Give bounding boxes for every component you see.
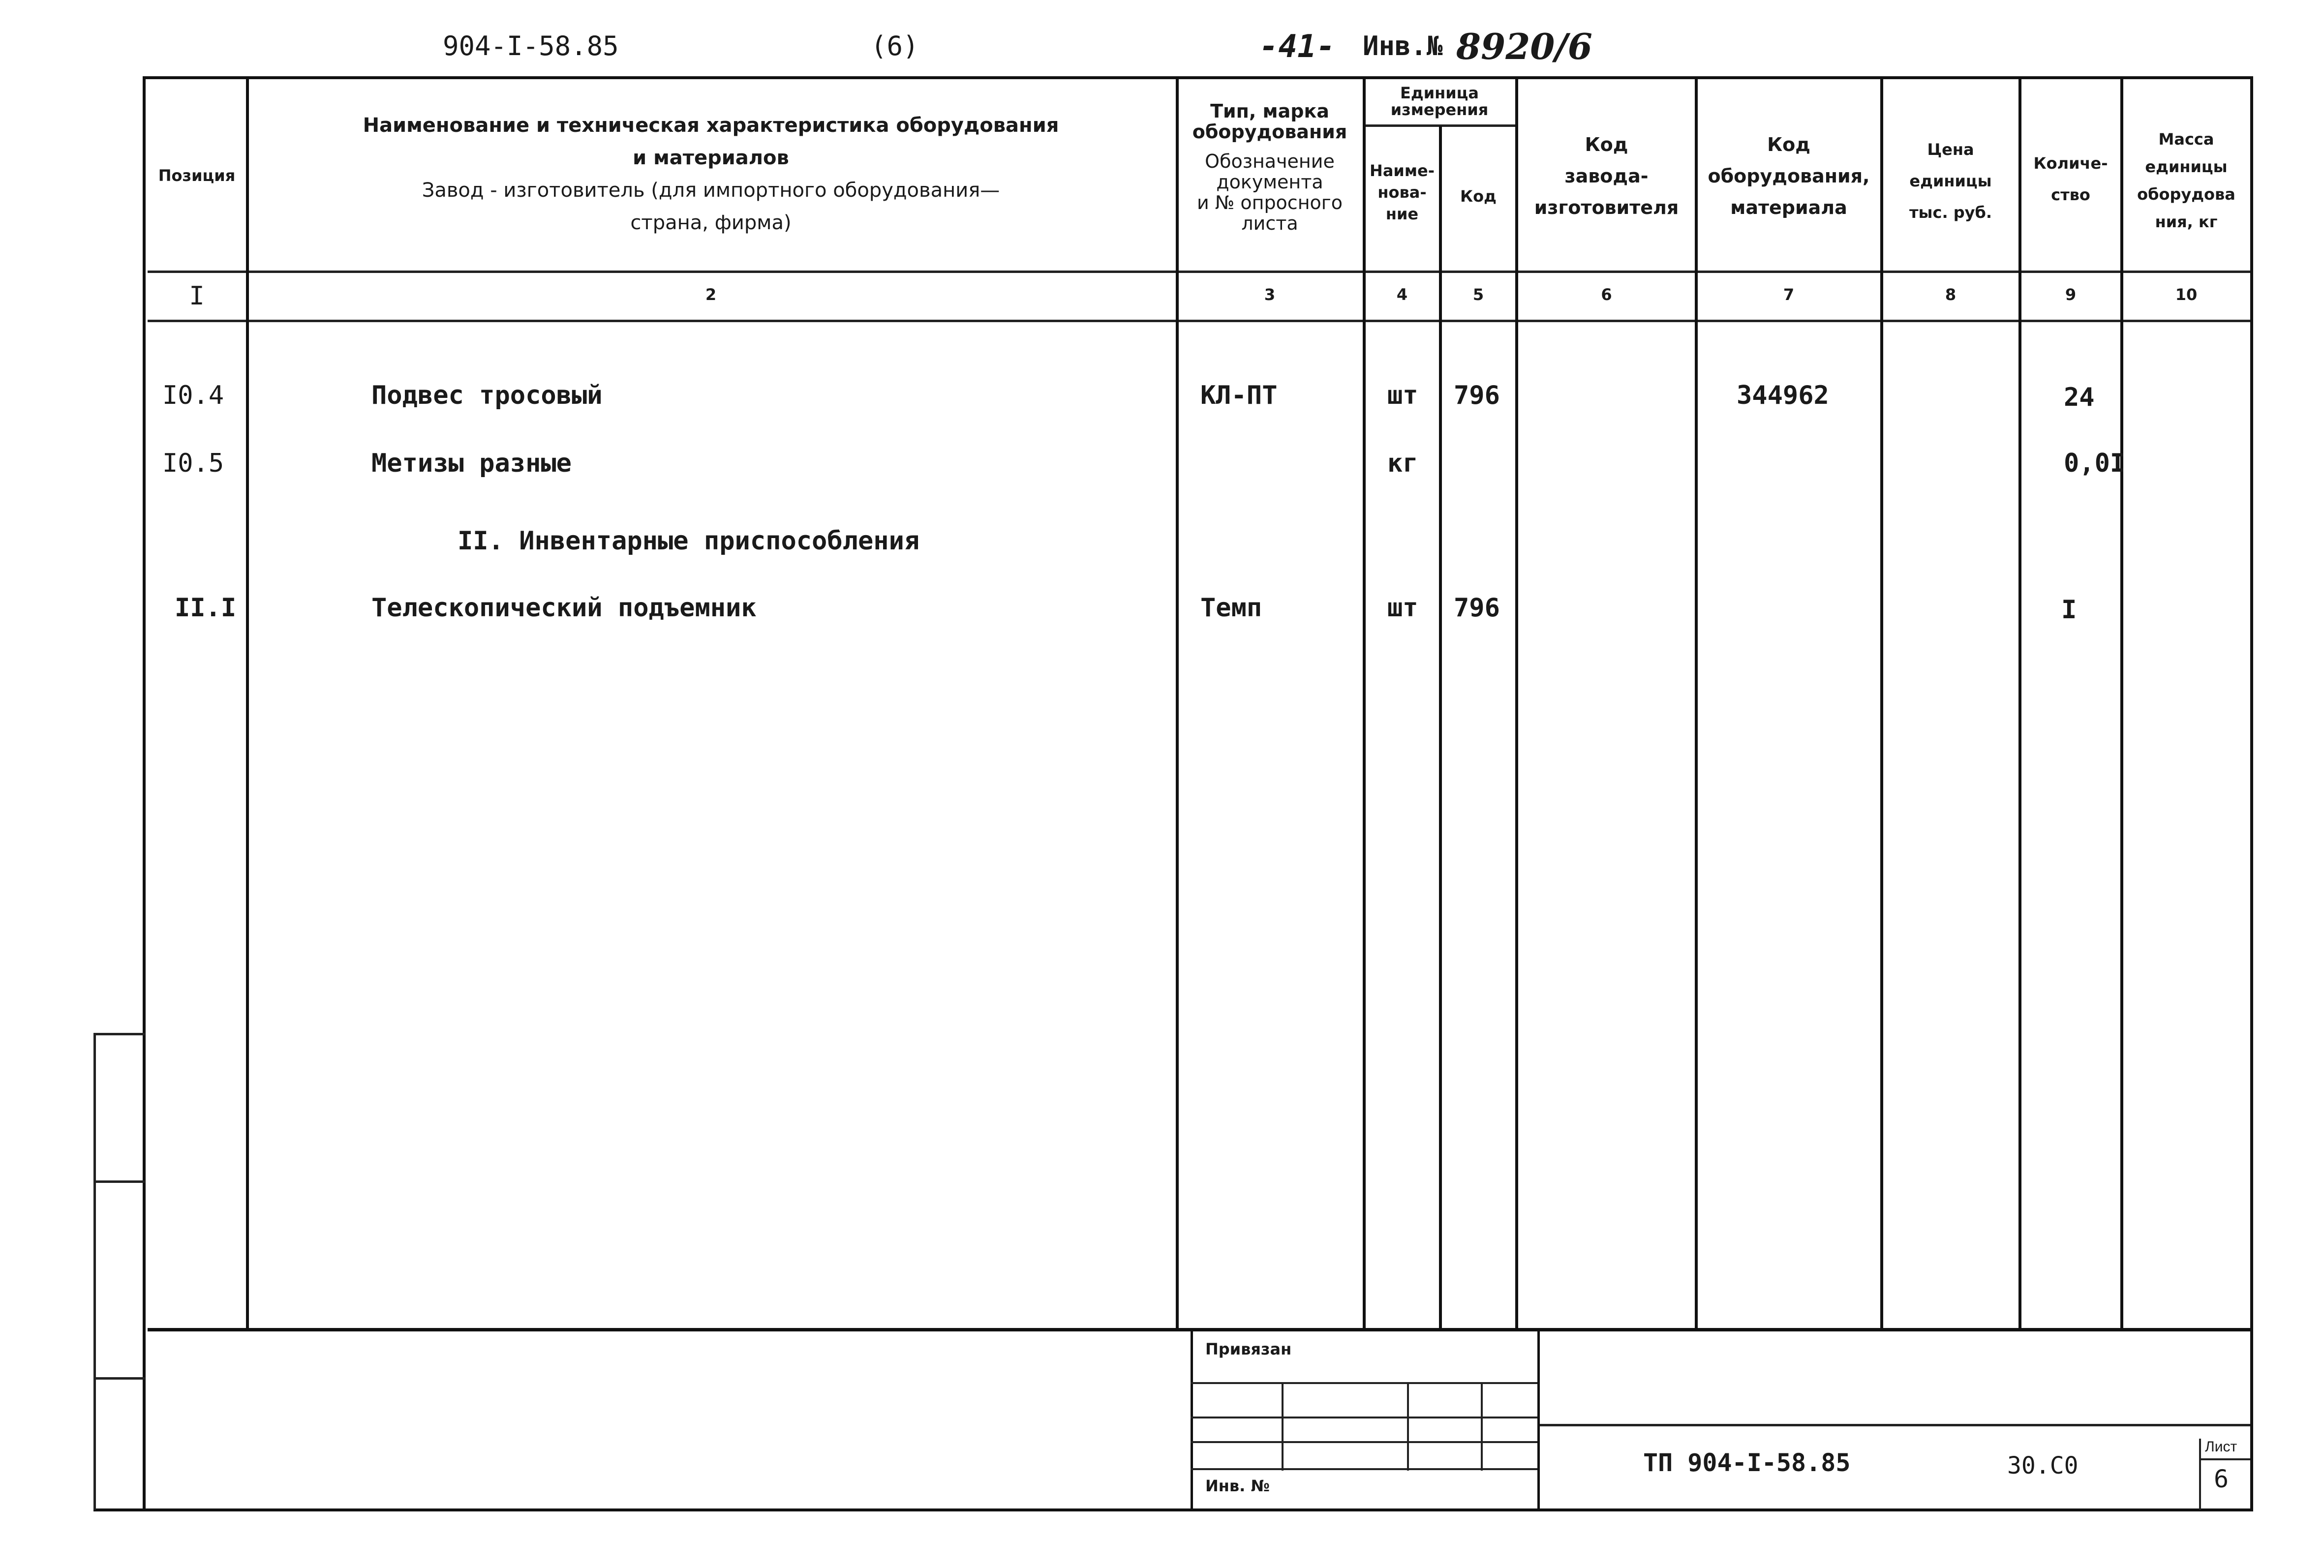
header-type <box>1180 101 1360 234</box>
section-title: II. Инвентарные приспособления <box>458 526 920 556</box>
header-name-description <box>251 109 1171 239</box>
header-name-line3: Завод - изготовитель (для импортного оборудования— <box>422 179 1000 202</box>
stamp-rule-4 <box>1191 1468 1537 1470</box>
margin-box-mid <box>93 1180 145 1183</box>
header-unit-line1: Единица <box>1400 84 1479 102</box>
stamp-sub-sep-2 <box>1407 1382 1409 1471</box>
header-manufacturer-code-line2: завода- <box>1564 165 1649 187</box>
row-3-position: II.I <box>175 593 237 623</box>
column-number-bottom-rule <box>148 320 2250 322</box>
col-sep-9 <box>2120 79 2123 1330</box>
header-manufacturer-code-line1: Код <box>1585 134 1628 155</box>
header-quantity-line2: ство <box>2051 185 2090 204</box>
frame-left <box>143 76 146 1511</box>
header-unit-name-line3: ние <box>1385 205 1419 223</box>
header-unit-code: Код <box>1460 187 1497 206</box>
stamp-sub-sep-3 <box>1481 1382 1483 1471</box>
header-unit-name <box>1366 160 1438 225</box>
stamp-rule-3 <box>1191 1441 1537 1443</box>
row-1-name: Подвес тросовый <box>371 381 603 410</box>
header-unit-mass-line1: Масса <box>2158 130 2214 149</box>
margin-box-left <box>93 1033 96 1510</box>
inventory-label: Инв.№ <box>1363 30 1443 61</box>
document-code: 904-I-58.85 <box>443 30 619 61</box>
header-unit-line2: измерения <box>1390 100 1489 119</box>
header-unit-mass <box>2123 125 2249 236</box>
colnum-8: 8 <box>1945 285 1957 304</box>
col-sep-6 <box>1695 79 1698 1330</box>
col-sep-4 <box>1439 126 1442 1331</box>
sheet-box-left <box>2199 1439 2201 1510</box>
stamp-box-left <box>1191 1328 1193 1510</box>
header-unit-group <box>1366 85 1513 118</box>
inv-no-label: Инв. № <box>1205 1477 1270 1495</box>
row-2-quantity: 0,0I <box>2064 449 2126 478</box>
row-3-name: Телескопический подъемник <box>371 593 757 623</box>
header-quantity <box>2022 148 2119 211</box>
row-1-unit-code: 796 <box>1454 381 1500 410</box>
header-equipment-code-line3: материала <box>1730 197 1847 218</box>
header-position: Позиция <box>158 166 236 185</box>
frame-top <box>143 76 2253 79</box>
col-sep-7 <box>1880 79 1883 1330</box>
header-manufacturer-code-line3: изготовителя <box>1534 197 1679 218</box>
stamp-rule-1 <box>1191 1382 1537 1384</box>
header-type-line2: оборудования <box>1192 121 1347 143</box>
header-unit-mass-line3: оборудова <box>2137 185 2235 204</box>
header-type-line5: и № опросного <box>1196 192 1343 213</box>
row-2-position: I0.5 <box>162 449 224 478</box>
header-unit-name-line2: нова- <box>1377 183 1427 202</box>
header-unit-price-line1: Цена <box>1927 140 1974 159</box>
header-manufacturer-code <box>1519 129 1694 223</box>
header-name-line1: Наименование и техническая характеристика оборудования <box>363 114 1059 137</box>
stamp-top-rule <box>148 1328 2250 1331</box>
row-3-unit-code: 796 <box>1454 593 1500 623</box>
sheet-number: 6 <box>2214 1465 2229 1493</box>
colnum-10: 10 <box>2175 285 2198 304</box>
header-equipment-code <box>1698 129 1879 223</box>
sheet-box-rule <box>2199 1458 2250 1460</box>
header-equipment-code-line2: оборудования, <box>1708 165 1870 187</box>
row-3-quantity: I <box>2061 595 2077 625</box>
stamp-box-right <box>1537 1328 1540 1510</box>
page-number: -41- <box>1259 29 1336 65</box>
header-unit-mass-line2: единицы <box>2145 157 2228 176</box>
row-1-type: КЛ-ПТ <box>1200 381 1278 410</box>
colnum-1: I <box>189 281 205 311</box>
header-name-line2: и материалов <box>633 147 789 169</box>
row-3-unit: шт <box>1387 593 1418 623</box>
header-type-line4: документа <box>1216 171 1323 193</box>
header-unit-price-line3: тыс. руб. <box>1909 203 1992 222</box>
header-unit-price <box>1884 134 2017 228</box>
stamp-sub-sep-1 <box>1282 1382 1284 1471</box>
colnum-9: 9 <box>2065 285 2077 304</box>
title-block-rule <box>1540 1424 2250 1426</box>
header-quantity-line1: Количе- <box>2033 154 2108 173</box>
attached-label: Привязан <box>1205 1340 1292 1358</box>
row-1-quantity: 24 <box>2064 383 2095 412</box>
header-type-line3: Обозначение <box>1205 151 1335 172</box>
header-name-line4: страна, фирма) <box>630 211 792 234</box>
col-sep-3 <box>1363 79 1366 1330</box>
sheet-label: Лист <box>2205 1439 2237 1455</box>
row-1-equipment-code: 344962 <box>1737 381 1829 410</box>
col-sep-1 <box>246 79 249 1330</box>
colnum-6: 6 <box>1601 285 1612 304</box>
header-unit-mass-line4: ния, кг <box>2155 212 2218 231</box>
sheet-paren: (6) <box>871 30 919 61</box>
inventory-handwritten-number: 8920/6 <box>1456 26 1592 67</box>
col-sep-5 <box>1515 79 1518 1330</box>
row-2-unit: кг <box>1387 449 1418 478</box>
col-sep-2 <box>1176 79 1179 1330</box>
row-1-position: I0.4 <box>162 381 224 410</box>
stamp-rule-2 <box>1191 1417 1537 1418</box>
project-code: ТП 904-I-58.85 <box>1643 1448 1851 1477</box>
frame-bottom <box>93 1508 2253 1511</box>
margin-box-low <box>93 1377 145 1380</box>
row-1-unit: шт <box>1387 381 1418 410</box>
row-2-name: Метизы разные <box>371 449 572 478</box>
colnum-7: 7 <box>1783 285 1795 304</box>
header-equipment-code-line1: Код <box>1767 134 1810 155</box>
row-3-type: Темп <box>1200 593 1262 623</box>
frame-right <box>2250 76 2253 1511</box>
margin-box-top <box>93 1033 145 1035</box>
col-sep-8 <box>2018 79 2021 1330</box>
header-type-line6: листа <box>1241 212 1298 234</box>
colnum-4: 4 <box>1396 285 1408 304</box>
colnum-3: 3 <box>1264 285 1276 304</box>
colnum-5: 5 <box>1472 285 1484 304</box>
header-unit-name-line1: Наиме- <box>1370 161 1435 180</box>
header-type-line1: Тип, марка <box>1210 100 1329 122</box>
header-bottom-rule <box>148 271 2250 273</box>
header-unit-price-line2: единицы <box>1909 172 1992 190</box>
colnum-2: 2 <box>705 285 717 304</box>
section-code: 30.С0 <box>2007 1452 2079 1479</box>
